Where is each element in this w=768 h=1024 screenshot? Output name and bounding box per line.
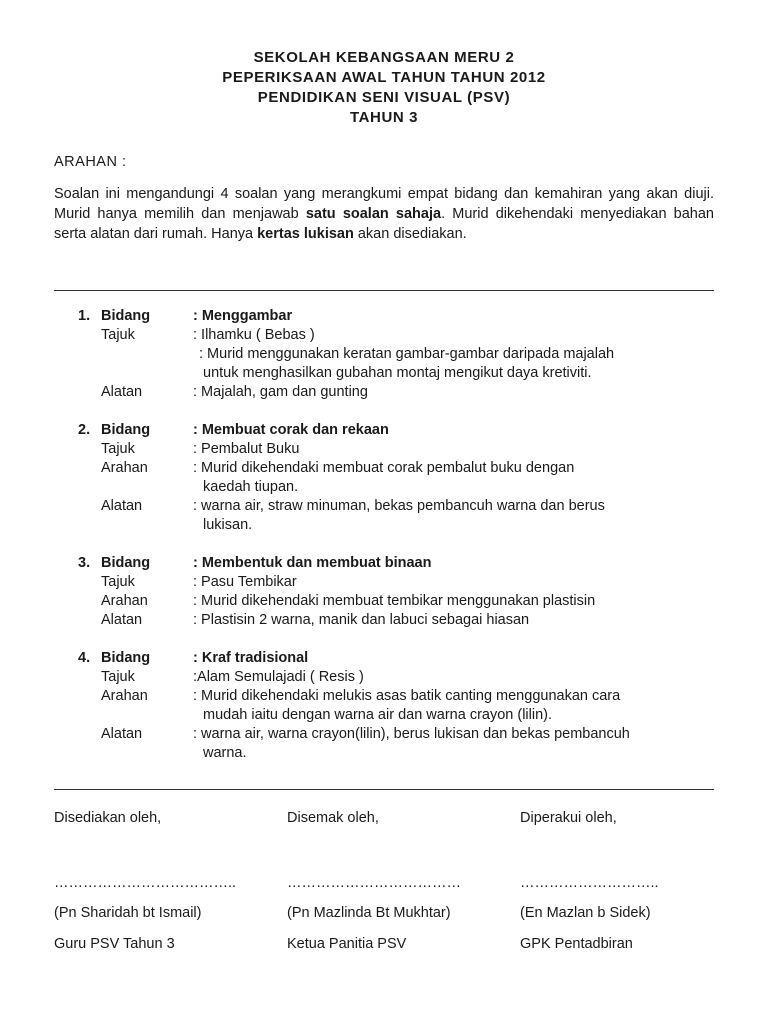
tajuk-label: Tajuk [101, 669, 135, 685]
alatan-value: : Majalah, gam dan gunting [193, 384, 368, 400]
tajuk-value: : Ilhamku ( Bebas ) [193, 327, 315, 343]
alatan-value: : warna air, straw minuman, bekas pembancuh warna dan berus [193, 498, 605, 514]
alatan-label: Alatan [101, 384, 143, 400]
tajuk-label: Tajuk [101, 574, 135, 590]
signatory-role: Guru PSV Tahun 3 [54, 936, 175, 952]
bidang-label: Bidang [101, 650, 151, 666]
tajuk-value: : Pasu Tembikar [193, 574, 297, 590]
arahan-value: : Murid menggunakan keratan gambar-gambar daripada majalah [199, 346, 615, 362]
question-number: 2. [78, 422, 91, 438]
arahan-label: Arahan [101, 593, 148, 609]
alatan-label: Alatan [101, 498, 143, 514]
exam-title: PEPERIKSAAN AWAL TAHUN TAHUN 2012 [222, 69, 546, 86]
alatan-value-cont: warna. [203, 745, 247, 761]
alatan-value-cont: lukisan. [203, 517, 253, 533]
instructions-paragraph [54, 184, 714, 244]
alatan-label: Alatan [101, 612, 143, 628]
instructions-bold-1: satu soalan sahaja [305, 206, 442, 222]
bidang-value: : Menggambar [193, 308, 293, 324]
signature-line: ……………………….. [520, 875, 659, 891]
instructions-bold-2: kertas lukisan [257, 226, 354, 242]
arahan-label: Arahan [101, 460, 148, 476]
instructions-text-2: . Murid dikehendaki menyediakan bahan serta alatan dari rumah. Hanya [54, 206, 714, 242]
tajuk-label: Tajuk [101, 327, 135, 343]
document-header [0, 48, 768, 128]
signatory-name: (En Mazlan b Sidek) [520, 905, 651, 921]
arahan-value: : Murid dikehendaki membuat corak pembalut buku dengan [193, 460, 575, 476]
bidang-label: Bidang [101, 422, 151, 438]
bidang-label: Bidang [101, 308, 151, 324]
arahan-value-cont: mudah iaitu dengan warna air dan warna crayon (lilin). [203, 707, 552, 723]
tajuk-label: Tajuk [101, 441, 135, 457]
signature-line: ……………………………… [287, 875, 461, 891]
year-level: TAHUN 3 [349, 109, 419, 126]
signature-line: ……………………………….. [54, 875, 237, 891]
signatory-role: Ketua Panitia PSV [287, 936, 407, 952]
subject-title: PENDIDIKAN SENI VISUAL (PSV) [257, 89, 511, 106]
question-number: 4. [78, 650, 91, 666]
question-number: 1. [78, 308, 91, 324]
divider-bottom [54, 789, 714, 790]
bidang-label: Bidang [101, 555, 151, 571]
school-name: SEKOLAH KEBANGSAAN MERU 2 [253, 49, 515, 66]
approved-by-heading: Diperakui oleh, [520, 810, 617, 826]
signatory-role: GPK Pentadbiran [520, 936, 633, 952]
instructions-text-3: akan disediakan. [353, 226, 467, 242]
bidang-value: : Kraf tradisional [193, 650, 309, 666]
question-number: 3. [78, 555, 91, 571]
checked-by-heading: Disemak oleh, [287, 810, 379, 826]
tajuk-value: :Alam Semulajadi ( Resis ) [193, 669, 364, 685]
arahan-value-cont: untuk menghasilkan gubahan montaj mengikut daya kretiviti. [203, 365, 592, 381]
bidang-value: : Membuat corak dan rekaan [193, 422, 389, 438]
signatory-name: (Pn Sharidah bt Ismail) [54, 905, 202, 921]
prepared-by-heading: Disediakan oleh, [54, 810, 162, 826]
bidang-value: : Membentuk dan membuat binaan [193, 555, 432, 571]
instructions-label: ARAHAN : [54, 154, 127, 170]
alatan-label: Alatan [101, 726, 143, 742]
arahan-value: : Murid dikehendaki membuat tembikar menggunakan plastisin [193, 593, 596, 609]
arahan-label: Arahan [101, 688, 148, 704]
divider-top [54, 290, 714, 291]
tajuk-value: : Pembalut Buku [193, 441, 300, 457]
signatory-name: (Pn Mazlinda Bt Mukhtar) [287, 905, 451, 921]
instructions-text-1: Soalan ini mengandungi 4 soalan yang merangkumi empat bidang dan kemahiran yang akan diuji. Murid hanya memilih dan menjawab [54, 186, 714, 222]
arahan-value: : Murid dikehendaki melukis asas batik canting menggunakan cara [193, 688, 621, 704]
alatan-value: : warna air, warna crayon(lilin), berus lukisan dan bekas pembancuh [193, 726, 630, 742]
arahan-value-cont: kaedah tiupan. [203, 479, 299, 495]
alatan-value: : Plastisin 2 warna, manik dan labuci sebagai hiasan [193, 612, 530, 628]
